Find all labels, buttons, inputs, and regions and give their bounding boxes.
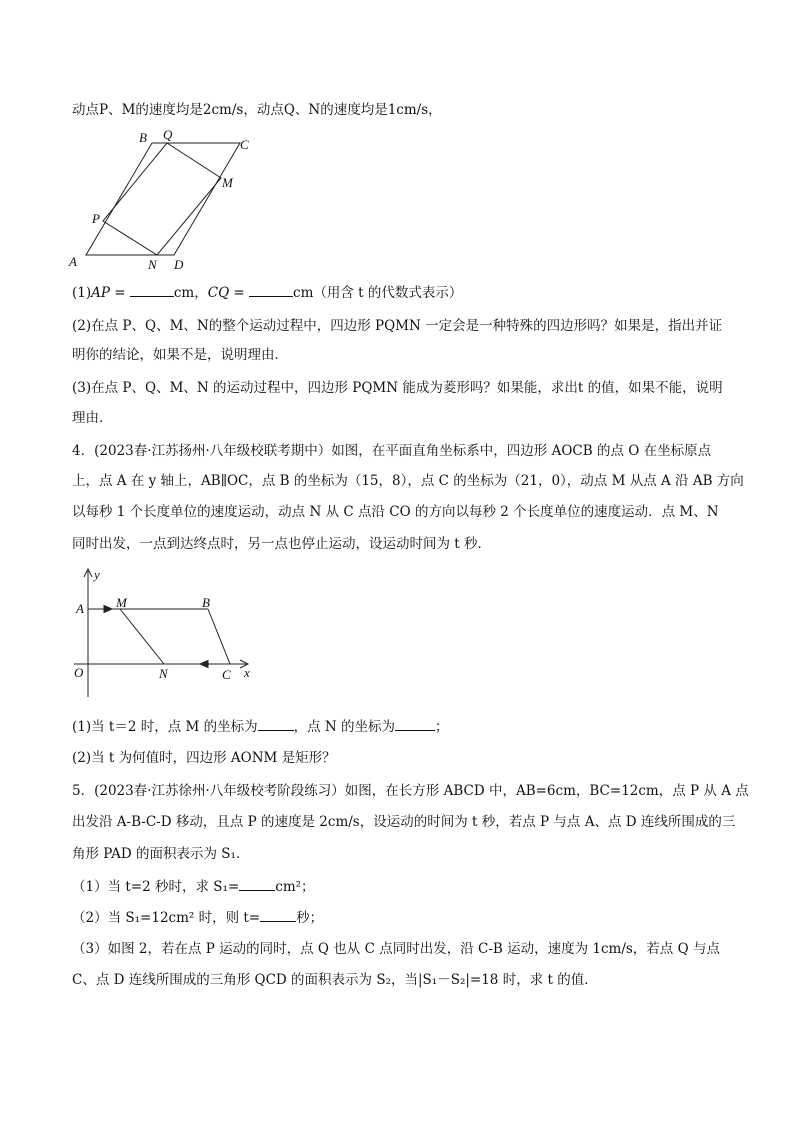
label-x: x <box>244 665 250 680</box>
q4-part2: (2)当 t 为何值时，四边形 AONM 是矩形？ <box>72 750 336 766</box>
q5-line2: 出发沿 A-B-C-D 移动，且点 P 的速度是 2cm/s，设运动的时间为 t 秒，若点 P 与点 A、点 D 连线所围成的三 <box>72 814 736 830</box>
q5-line3: 角形 PAD 的面积表示为 S₁． <box>72 846 250 862</box>
q4-part1: (1)当 t＝2 时，点 M 的坐标为 ，点 N 的坐标为 ； <box>72 716 449 737</box>
label-o: O <box>74 665 84 680</box>
answer-blank-ap[interactable] <box>130 282 174 297</box>
label-b: B <box>139 130 147 145</box>
q5-part3-line1: （3）如图 2，若在点 P 运动的同时，点 Q 也从 C 点同时出发，沿 C-B 运动，速度为 1cm/s，若点 Q 与点 <box>72 941 720 957</box>
q5-part3-line2: C、点 D 连线所围成的三角形 QCD 的面积表示为 S₂，当|S₁－S₂|=18 时，求 t 的值． <box>72 972 598 988</box>
answer-blank-m-coord[interactable] <box>258 716 294 731</box>
q4-line1: 4．(2023春·江苏扬州·八年级校联考期中）如图，在平面直角坐标系中，四边形 AOCB 的点 O 在坐标原点 <box>72 443 712 459</box>
label-a2: A <box>76 601 84 616</box>
label-m2: M <box>116 595 127 610</box>
label-d: D <box>174 257 184 272</box>
label-c2: C <box>222 667 231 682</box>
label-b2: B <box>202 595 210 610</box>
label-y: y <box>94 567 100 582</box>
label-m: M <box>222 175 233 190</box>
q3-part1: (1)AP = cm，CQ = cm（用含 t 的代数式表示） <box>72 282 462 303</box>
q4-line3: 以每秒 1 个长度单位的速度运动，动点 N 从 C 点沿 CO 的方向以每秒 2 个长度单位的速度运动．点 M、N <box>72 504 719 520</box>
q4-line4: 同时出发，一点到达终点时，另一点也停止运动，设运动时间为 t 秒． <box>72 536 492 552</box>
q3-intro: 动点P、M的速度均是2cm/s，动点Q、N的速度均是1cm/s， <box>72 102 442 118</box>
label-p: P <box>92 211 100 226</box>
q3-part2-line1: (2)在点 P、Q、M、N的整个运动过程中，四边形 PQMN 一定会是一种特殊的四边形吗？如果是，指出并证 <box>72 318 723 334</box>
answer-blank-t[interactable] <box>260 907 296 922</box>
label-c: C <box>240 137 249 152</box>
figure-parallelogram <box>60 125 280 275</box>
q4-line2: 上，点 A 在 y 轴上，AB∥OC，点 B 的坐标为（15，8），点 C 的坐标为（21，0），动点 M 从点 A 沿 AB 方向 <box>72 473 744 489</box>
answer-blank-cq[interactable] <box>249 282 293 297</box>
label-a: A <box>69 254 77 269</box>
label-q: Q <box>163 127 173 142</box>
q5-part1: （1）当 t=2 秒时，求 S₁= cm²； <box>72 876 315 897</box>
q5-part2: （2）当 S₁=12cm² 时，则 t= 秒； <box>72 907 323 928</box>
q3-part3-line2: 理由． <box>72 410 113 426</box>
label-n2: N <box>159 666 168 681</box>
q3-part3-line1: (3)在点 P、Q、M、N 的运动过程中，四边形 PQMN 能成为菱形吗？如果能，求出t 的值，如果不能，说明 <box>72 380 723 396</box>
label-n: N <box>148 257 157 272</box>
figure-coordinate <box>68 565 268 700</box>
answer-blank-n-coord[interactable] <box>395 716 435 731</box>
answer-blank-s1[interactable] <box>239 876 275 891</box>
q3-part2-line2: 明你的结论，如果不是，说明理由． <box>72 347 288 363</box>
q5-line1: 5．(2023春·江苏徐州·八年级校考阶段练习）如图，在长方形 ABCD 中，AB=6cm，BC=12cm，点 P 从 A 点 <box>72 783 749 799</box>
